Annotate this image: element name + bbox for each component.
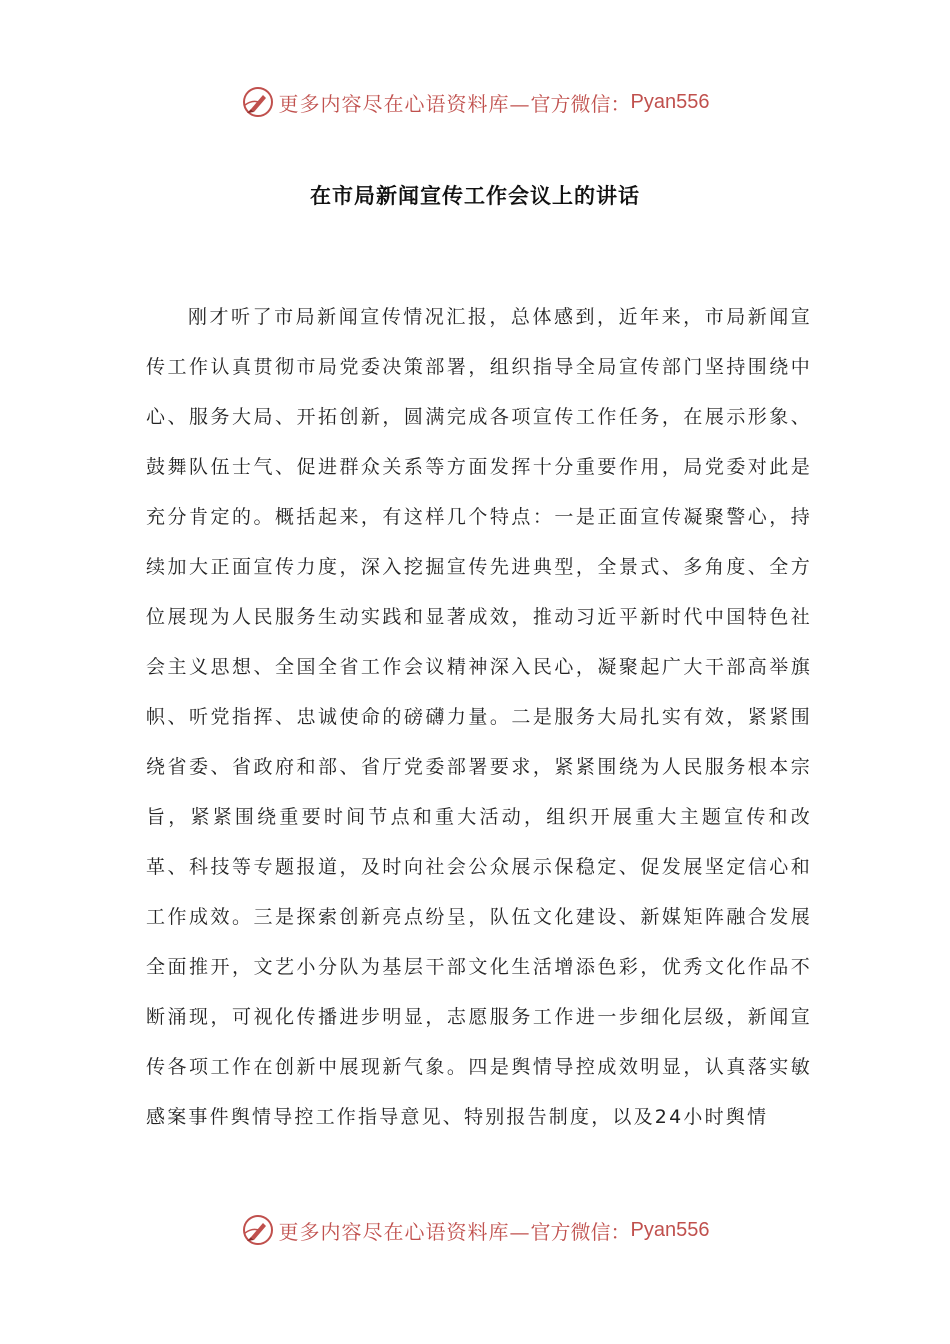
banner-wechat-label: 官方微信： — [530, 91, 631, 116]
banner-brand-text: 更多内容尽在心语资料库— — [278, 1219, 531, 1244]
banner-brand-text: 更多内容尽在心语资料库— — [278, 91, 531, 116]
header-banner — [0, 82, 950, 122]
banner-wechat-id: Pyan556 — [630, 90, 710, 113]
banner-wechat-id: Pyan556 — [630, 1218, 710, 1241]
body-paragraph: 刚才听了市局新闻宣传情况汇报，总体感到，近年来，市局新闻宣传工作认真贯彻市局党委决策部署，组织指导全局宣传部门坚持围绕中心、服务大局、开拓创新，圆满完成各项宣传工作任务，在展示形象、鼓舞队伍士气、促进群众关系等方面发挥十分重要作用，局党委对此是充分肯定的。概括起来，有这样几个特点：一是正面宣传凝聚警心，持续加大正面宣传力度，深入挖掘宣传先进典型，全景式、多角度、全方位展现为人民服务生动实践和显著成效，推动习近平新时代中国特色社会主义思想、全国全省工作会议精神深入民心，凝聚起广大干部高举旗帜、听党指挥、忠诚使命的磅礴力量。二是服务大局扎实有效，紧紧围绕省委、省政府和部、省厅党委部署要求，紧紧围绕为人民服务根本宗旨，紧紧围绕重要时间节点和重大活动，组织开展重大主题宣传和改革、科技等专题报道，及时向社会公众展示保稳定、促发展坚定信心和工作成效。三是探索创新亮点纷呈，队伍文化建设、新媒矩阵融合发展全面推开，文艺小分队为基层干部文化生活增添色彩，优秀文化作品不断涌现，可视化传播进步明显，志愿服务工作进一步细化层级，新闻宣传各项工作在创新中展现新气象。四是舆情导控成效明显，认真落实敏感案事件舆情导控工作指导意见、特别报告制度，以及24小时舆情 — [146, 306, 812, 1128]
pen-nib-logo-icon — [241, 85, 275, 119]
footer-banner — [0, 1210, 950, 1250]
document-title: 在市局新闻宣传工作会议上的讲话 — [310, 184, 640, 208]
banner-wechat-label: 官方微信： — [530, 1219, 631, 1244]
pen-nib-logo-icon — [241, 1213, 275, 1247]
